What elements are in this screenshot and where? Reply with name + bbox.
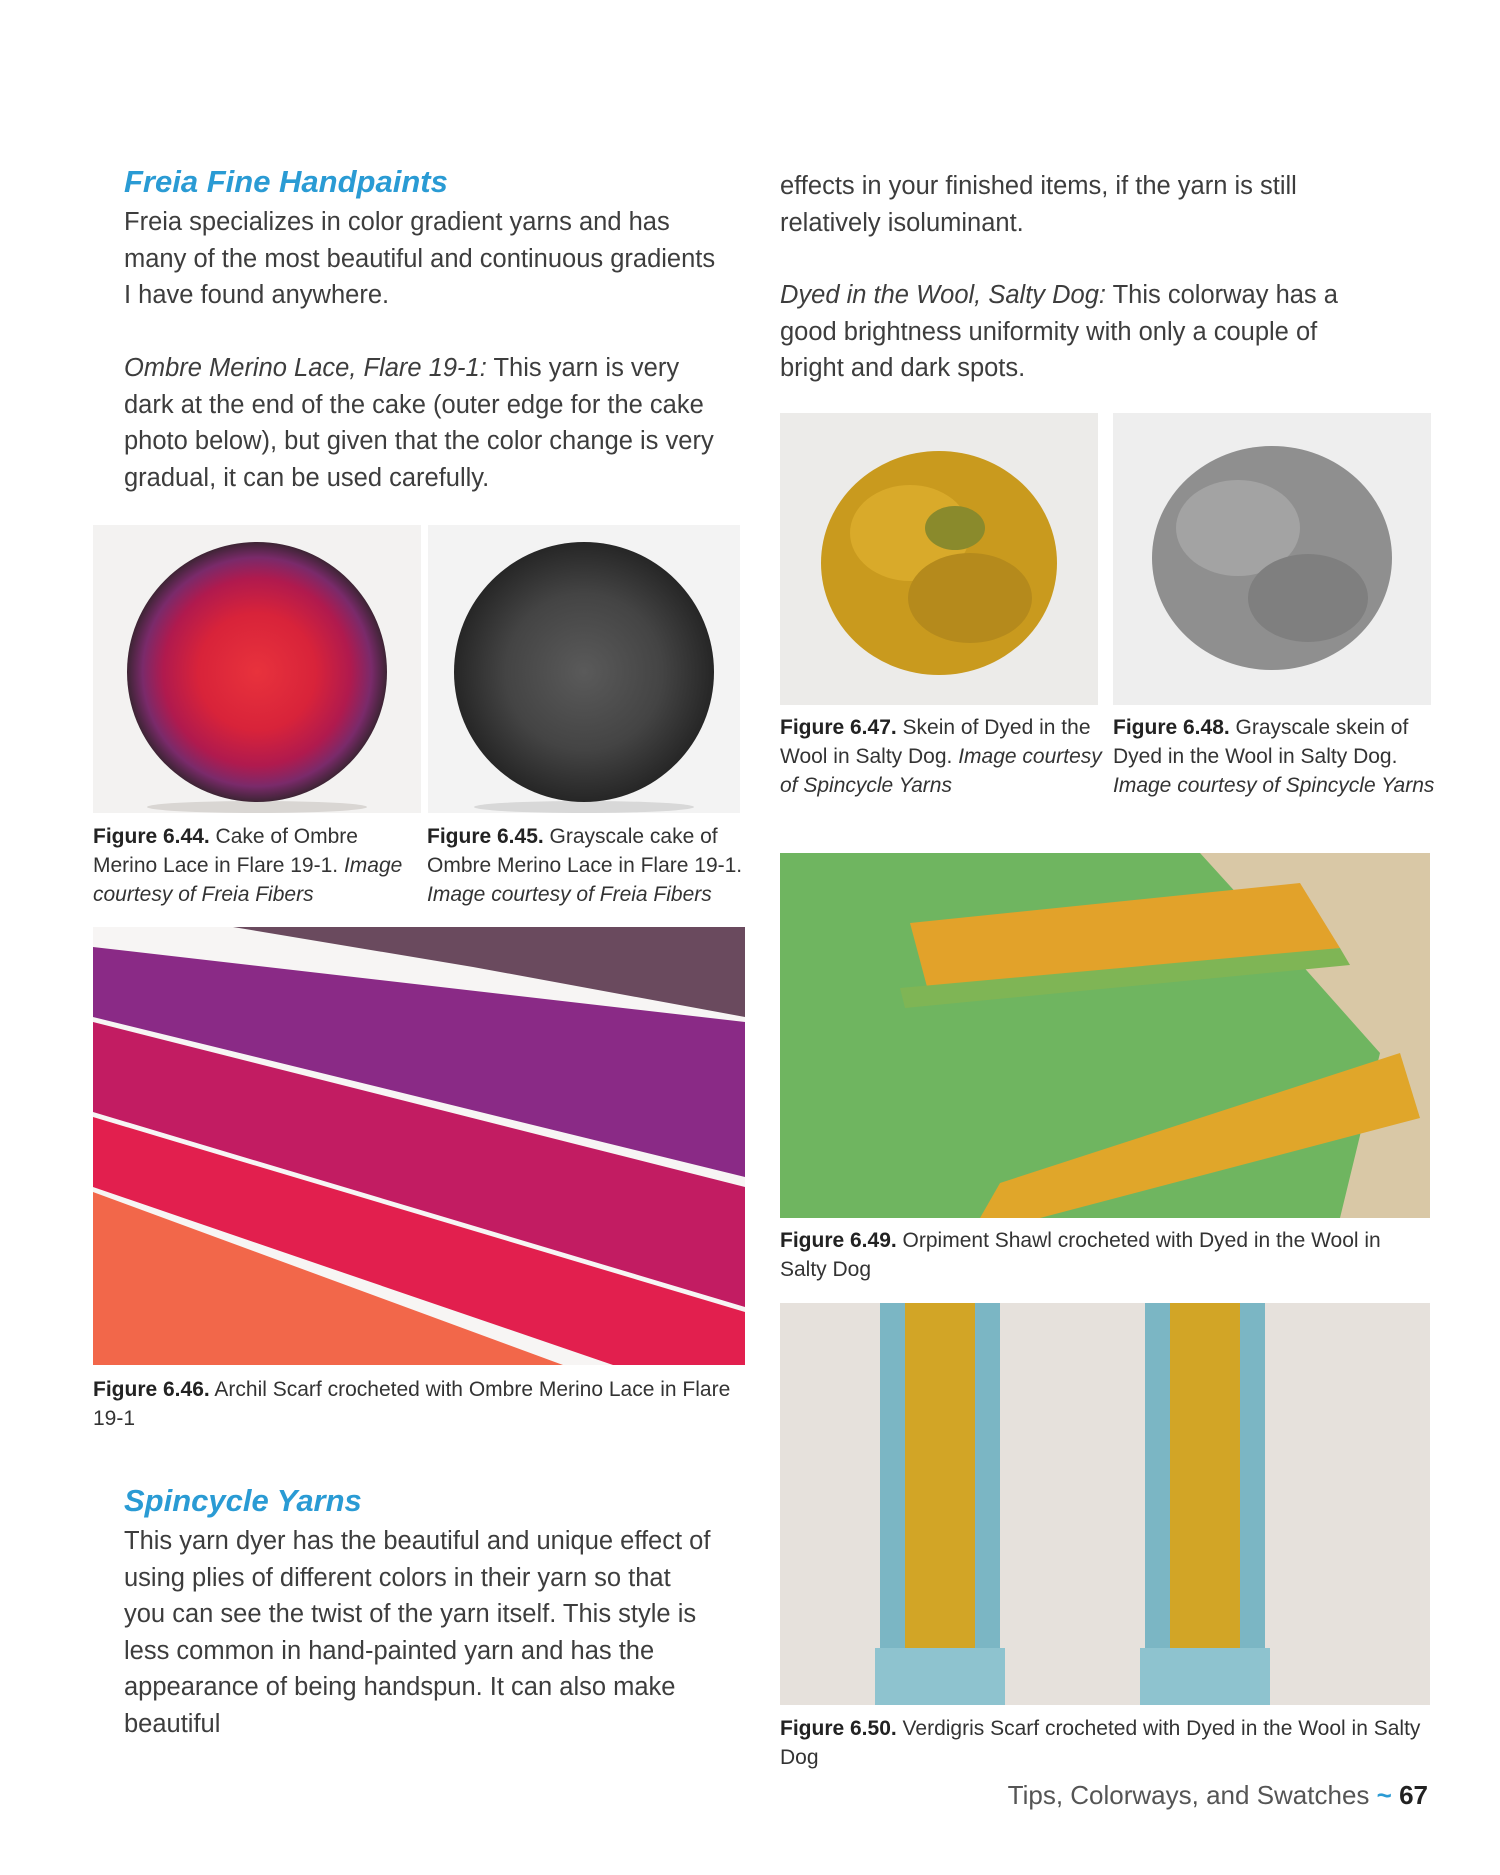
figure-6-45-caption: Figure 6.45. Grayscale cake of Ombre Merino Lace in Flare 19-1. Image courtesy of Freia Fibers bbox=[427, 825, 743, 906]
figure-6-44-caption: Figure 6.44. Cake of Ombre Merino Lace in Flare 19-1. Image courtesy of Freia Fibers bbox=[93, 825, 403, 906]
salty-dog-description: This colorway has a good brightness uniformity with only a couple of bright and dark spots. bbox=[780, 281, 1338, 382]
figure-6-48-caption: Figure 6.48. Grayscale skein of Dyed in the Wool in Salty Dog. Image courtesy of Spincycle Yarns bbox=[1113, 716, 1435, 797]
page-number: 67 bbox=[1399, 1780, 1428, 1810]
figure-label: Figure 6.48. bbox=[1113, 716, 1230, 739]
figure-6-46-caption: Figure 6.46. Archil Scarf crocheted with Ombre Merino Lace in Flare 19-1 bbox=[93, 1378, 731, 1430]
figure-label: Figure 6.45. bbox=[427, 825, 544, 848]
salty-dog-yarn-name: Dyed in the Wool, Salty Dog: bbox=[780, 281, 1106, 309]
figure-label: Figure 6.46. bbox=[93, 1378, 210, 1401]
section-heading-freia: Freia Fine Handpaints bbox=[124, 164, 448, 199]
figure-6-47-caption: Figure 6.47. Skein of Dyed in the Wool in Salty Dog. Image courtesy of Spincycle Yarns bbox=[780, 716, 1102, 797]
figure-6-50-photo bbox=[780, 1303, 1430, 1705]
spincycle-paragraph: This yarn dyer has the beautiful and unique effect of using plies of different colors in their yarn so that you can see the twist of the yarn itself. This style is less common in hand-painted yarn and has the appearance of being handspun. It can also make beautiful bbox=[124, 1527, 711, 1738]
freia-intro-paragraph: Freia specializes in color gradient yarns and has many of the most beautiful and continuous gradients I have found anywhere. bbox=[124, 208, 716, 309]
figure-6-49-caption: Figure 6.49. Orpiment Shawl crocheted with Dyed in the Wool in Salty Dog bbox=[780, 1229, 1381, 1281]
figure-6-45-photo bbox=[428, 525, 740, 813]
ombre-description: This yarn is very dark at the end of the cake (outer edge for the cake photo below), but given that the color change is very gradual, it can be used carefully. bbox=[124, 354, 714, 492]
freia-ombre-paragraph bbox=[124, 350, 716, 496]
tilde-separator: ~ bbox=[1376, 1780, 1392, 1810]
figure-label: Figure 6.47. bbox=[780, 716, 897, 739]
section-heading-spincycle: Spincycle Yarns bbox=[124, 1483, 362, 1518]
figure-label: Figure 6.49. bbox=[780, 1229, 897, 1252]
figure-6-49-photo bbox=[780, 853, 1430, 1218]
figure-6-44-photo bbox=[93, 525, 421, 813]
figure-6-46-photo bbox=[93, 927, 745, 1365]
salty-dog-paragraph bbox=[780, 277, 1376, 387]
figure-label: Figure 6.44. bbox=[93, 825, 210, 848]
figure-label: Figure 6.50. bbox=[780, 1717, 897, 1740]
figure-6-47-photo bbox=[780, 413, 1098, 705]
page-footer bbox=[1008, 1780, 1428, 1810]
spincycle-paragraph-continued: effects in your finished items, if the yarn is still relatively isoluminant. bbox=[780, 172, 1297, 237]
figure-6-50-caption: Figure 6.50. Verdigris Scarf crocheted with Dyed in the Wool in Salty Dog bbox=[780, 1717, 1421, 1769]
running-title: Tips, Colorways, and Swatches bbox=[1007, 1780, 1370, 1810]
figure-6-48-photo bbox=[1113, 413, 1431, 705]
ombre-yarn-name: Ombre Merino Lace, Flare 19-1: bbox=[124, 354, 487, 382]
